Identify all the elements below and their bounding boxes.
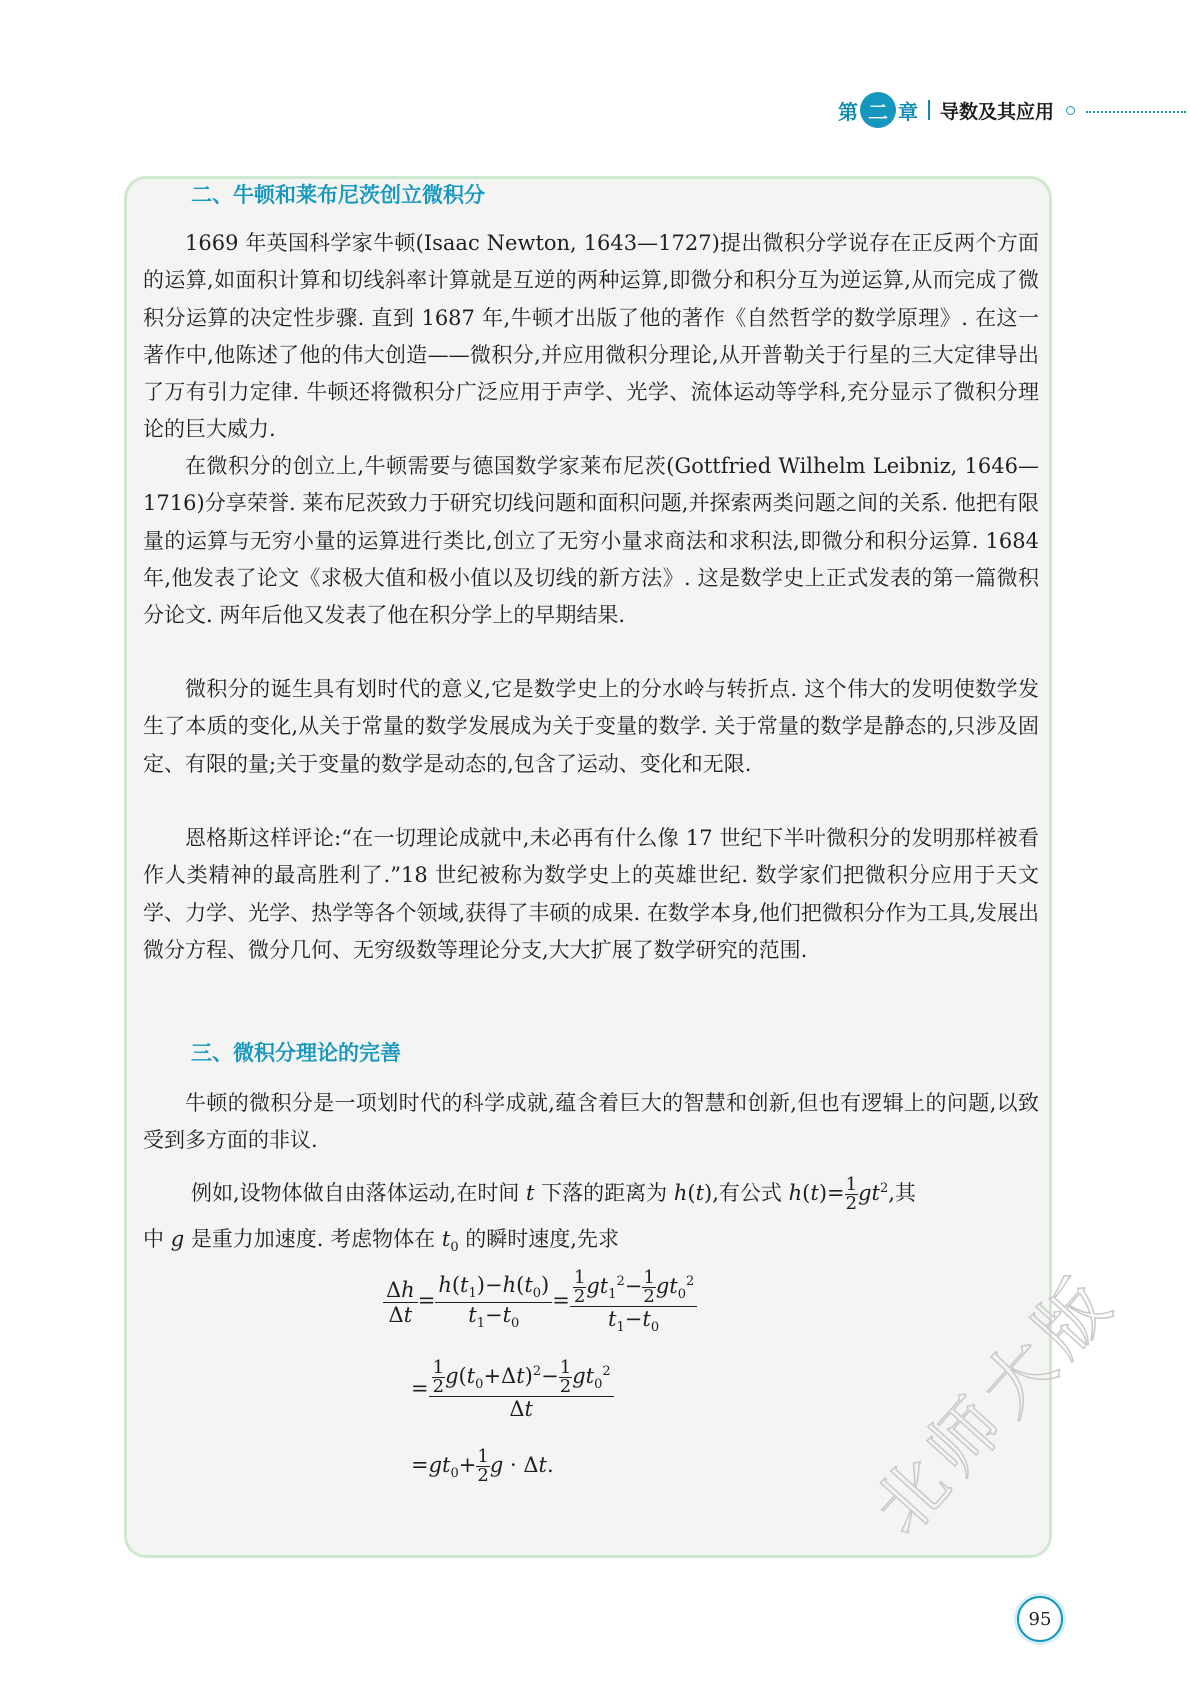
section-3-heading: 三、微积分理论的完善 <box>191 1041 401 1065</box>
fraction-difference-quotient: $\frac{h(t_1)-h(t_0)}{t_1-t_0}$ <box>435 1273 552 1330</box>
example-text: 是重力加速度. 考虑物体在 <box>190 1227 436 1251</box>
chapter-divider <box>928 100 930 120</box>
fraction-one-half: $\frac{1}{2}$ <box>845 1174 858 1214</box>
paragraph: 在微积分的创立上,牛顿需要与德国数学家莱布尼茨(Gottfried Wilhelm Leibniz, 1646—1716)分享荣誉. 莱布尼茨致力于研究切线问题和面积问题,并探索两类问题之间的关系. 他把有限量的运算与无穷小量的运算进行类比,创立了无穷小量求商法和求积法,即微分和积分运算. 1684 年,他发表了论文《求极大值和极小值以及切线的新方法》. 这是数学史上正式发表的第一篇微积分论文. 两年后他又发表了他在积分学上的早期结果. <box>143 454 1039 628</box>
chapter-header <box>838 92 1075 128</box>
fraction-delta-h-over-delta-t: $\frac{\Delta h}{\Delta t}$ <box>383 1278 418 1327</box>
reading-box <box>124 176 1052 1558</box>
fraction-delta-form: $\frac{1}{2}$ $g(t_0+\Delta t)^2-$ $\frac{1}{2}$ $gt_0^2$ Δt <box>429 1359 614 1421</box>
example-line-1: 例如,设物体做自由落体运动,在时间 t 下落的距离为 h(t),有公式 h(t)= $\frac{1}{2}$ $gt^2$,其 <box>191 1174 916 1214</box>
derivation-line-1: $\frac{\Delta h}{\Delta t}$ = $\frac{h(t_1)-h(t_0)}{t_1-t_0}$ = $\frac{1}{2}$ $gt_1^2-$ $\frac{1}{2}$ $gt_0^2$ $t_1-t_0$ <box>383 1269 697 1335</box>
example-text: 的瞬时速度,先求 <box>465 1227 619 1251</box>
paragraph: 1669 年英国科学家牛顿(Isaac Newton, 1643—1727)提出微积分学说存在正反两个方面的运算,如面积计算和切线斜率计算就是互逆的两种运算,即微分和积分互为逆运算,从而完成了微积分运算的决定性步骤. 直到 1687 年,牛顿才出版了他的著作《自然哲学的数学原理》. 在这一著作中,他陈述了他的伟大创造——微积分,并应用微积分理论,从开普勒关于行星的三大定律导出了万有引力定律. 牛顿还将微积分广泛应用于声学、光学、流体运动等学科,充分显示了微积分理论的巨大威力. <box>143 231 1039 442</box>
section-2-heading: 二、牛顿和莱布尼茨创立微积分 <box>191 183 485 207</box>
header-dot-icon <box>1066 106 1075 115</box>
fraction-one-half: $\frac{1}{2}$ <box>477 1446 489 1486</box>
example-text: 中 <box>143 1227 164 1251</box>
paragraph: 恩格斯这样评论:“在一切理论成就中,未必再有什么像 17 世纪下半叶微积分的发明那样被看作人类精神的最高胜利了.”18 世纪被称为数学史上的英雄世纪. 数学家们把微积分应用于天文学、力学、光学、热学等各个领域,获得了丰硕的成果. 在数学本身,他们把微积分作为工具,发展出微分方程、微分几何、无穷级数等理论分支,大大扩展了数学研究的范围. <box>143 826 1039 962</box>
chapter-suffix: 章 <box>898 99 918 124</box>
fraction-expanded: $\frac{1}{2}$ $gt_1^2-$ $\frac{1}{2}$ $gt_0^2$ $t_1-t_0$ <box>570 1269 697 1335</box>
chapter-prefix: 第 <box>838 99 858 124</box>
example-line-2: 中 g 是重力加速度. 考虑物体在 $t_0$ 的瞬时速度,先求 <box>143 1227 619 1256</box>
derivation-line-2: = $\frac{1}{2}$ $g(t_0+\Delta t)^2-$ $\frac{1}{2}$ $gt_0^2$ Δt <box>411 1359 614 1421</box>
chapter-number-badge: 二 <box>860 92 896 128</box>
example-text: ,其 <box>888 1181 916 1205</box>
example-text: ,有公式 <box>712 1181 782 1205</box>
header-dotted-line <box>1086 111 1186 113</box>
derivation-line-3: $=gt_0+$ $\frac{1}{2}$ g · Δt. <box>411 1446 554 1486</box>
page-number: 95 <box>1017 1596 1063 1642</box>
example-text: 例如,设物体做自由落体运动,在时间 <box>191 1181 520 1205</box>
chapter-title: 导数及其应用 <box>940 100 1055 123</box>
example-text: 下落的距离为 <box>541 1181 668 1205</box>
publisher-watermark: 北师大版 <box>857 1257 1133 1550</box>
paragraph: 牛顿的微积分是一项划时代的科学成就,蕴含着巨大的智慧和创新,但也有逻辑上的问题,以致受到多方面的非议. <box>143 1091 1039 1153</box>
paragraph: 微积分的诞生具有划时代的意义,它是数学史上的分水岭与转折点. 这个伟大的发明使数学发生了本质的变化,从关于常量的数学发展成为关于变量的数学. 关于常量的数学是静态的,只涉及固定、有限的量;关于变量的数学是动态的,包含了运动、变化和无限. <box>143 677 1039 776</box>
